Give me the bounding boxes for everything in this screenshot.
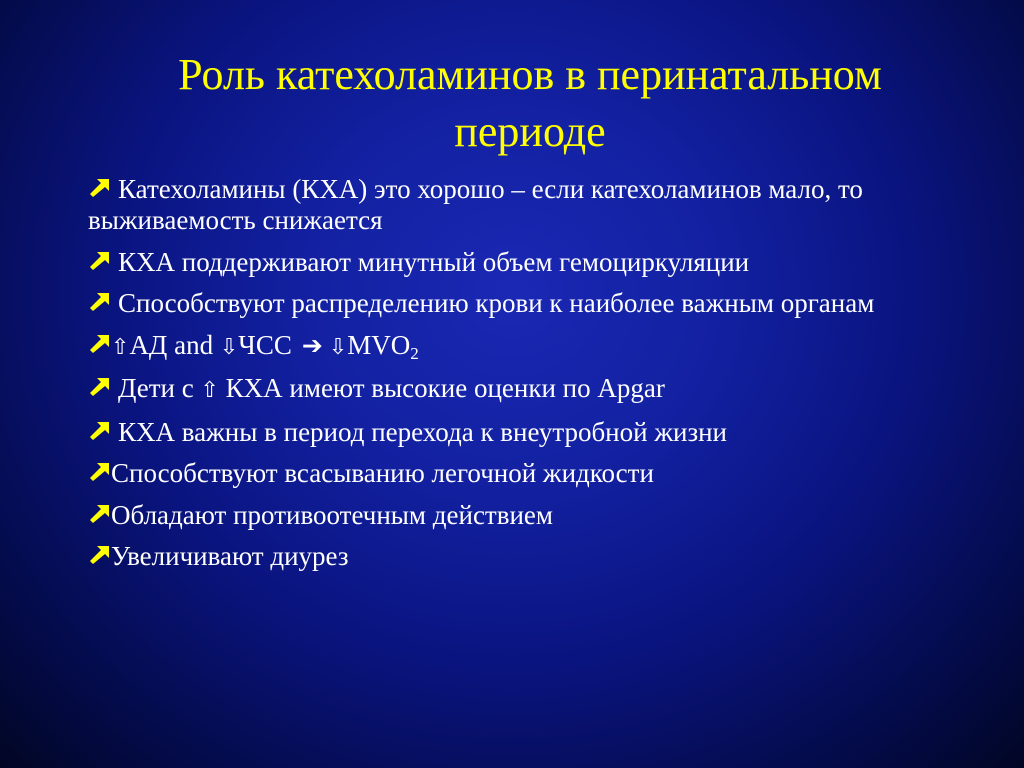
yellow-diagonal-arrow-icon (88, 504, 110, 524)
bullet-item (88, 541, 968, 572)
bullet-text: КХА поддерживают минутный объем гемоциркуляции (118, 246, 750, 277)
yellow-diagonal-arrow-icon (88, 421, 110, 441)
yellow-diagonal-arrow-icon (88, 292, 110, 312)
yellow-diagonal-arrow-icon (88, 462, 110, 482)
mvo-subscript: 2 (410, 343, 419, 363)
yellow-diagonal-arrow-icon (88, 545, 110, 565)
slide-title-line-1: Роль катехоламинов в перинатальном (178, 50, 882, 99)
bp-label: АД (129, 329, 168, 360)
bullet-text: Способствуют всасыванию легочной жидкости (111, 458, 654, 488)
right-arrow-icon: ➔ (301, 330, 323, 360)
yellow-diagonal-arrow-icon (88, 178, 110, 198)
bullet-item (88, 500, 968, 531)
bullet-item (88, 247, 968, 278)
bullet-text-before: Дети с (118, 373, 194, 403)
slide-title (60, 46, 1000, 160)
up-arrow-icon: ⇧ (200, 378, 219, 403)
bullet-item-apgar (88, 373, 968, 406)
bullet-text: Способствуют распределению крови к наиболее важным органам (118, 288, 875, 318)
bullet-item (88, 174, 968, 236)
bullet-text: КХА важны в период перехода к внеутробной жизни (118, 416, 728, 447)
bullet-list (88, 174, 968, 583)
down-arrow-icon: ⇩ (219, 334, 239, 360)
bullet-text-after: КХА имеют высокие оценки по Apgar (225, 373, 665, 403)
yellow-diagonal-arrow-icon (88, 251, 110, 271)
bullet-item (88, 288, 968, 319)
bullet-text: Увеличивают диурез (111, 541, 349, 571)
bullet-item-bp-hr-mvo2 (88, 330, 968, 363)
bullet-text: Обладают противоотечным действием (111, 499, 553, 530)
slide-title-line-2: периоде (454, 107, 606, 156)
bullet-item (88, 458, 968, 489)
bullet-text: Катехоламины (КХА) это хорошо – если катехоламинов мало, то выживаемость снижается (88, 174, 863, 235)
down-arrow-icon: ⇩ (328, 334, 348, 360)
and-word: and (174, 329, 214, 360)
yellow-diagonal-arrow-icon (88, 377, 110, 397)
hr-label: ЧСС (238, 329, 292, 360)
bullet-item (88, 417, 968, 448)
up-arrow-icon: ⇧ (111, 334, 130, 360)
yellow-diagonal-arrow-icon (88, 334, 110, 354)
mvo-label: MVO (347, 329, 411, 360)
